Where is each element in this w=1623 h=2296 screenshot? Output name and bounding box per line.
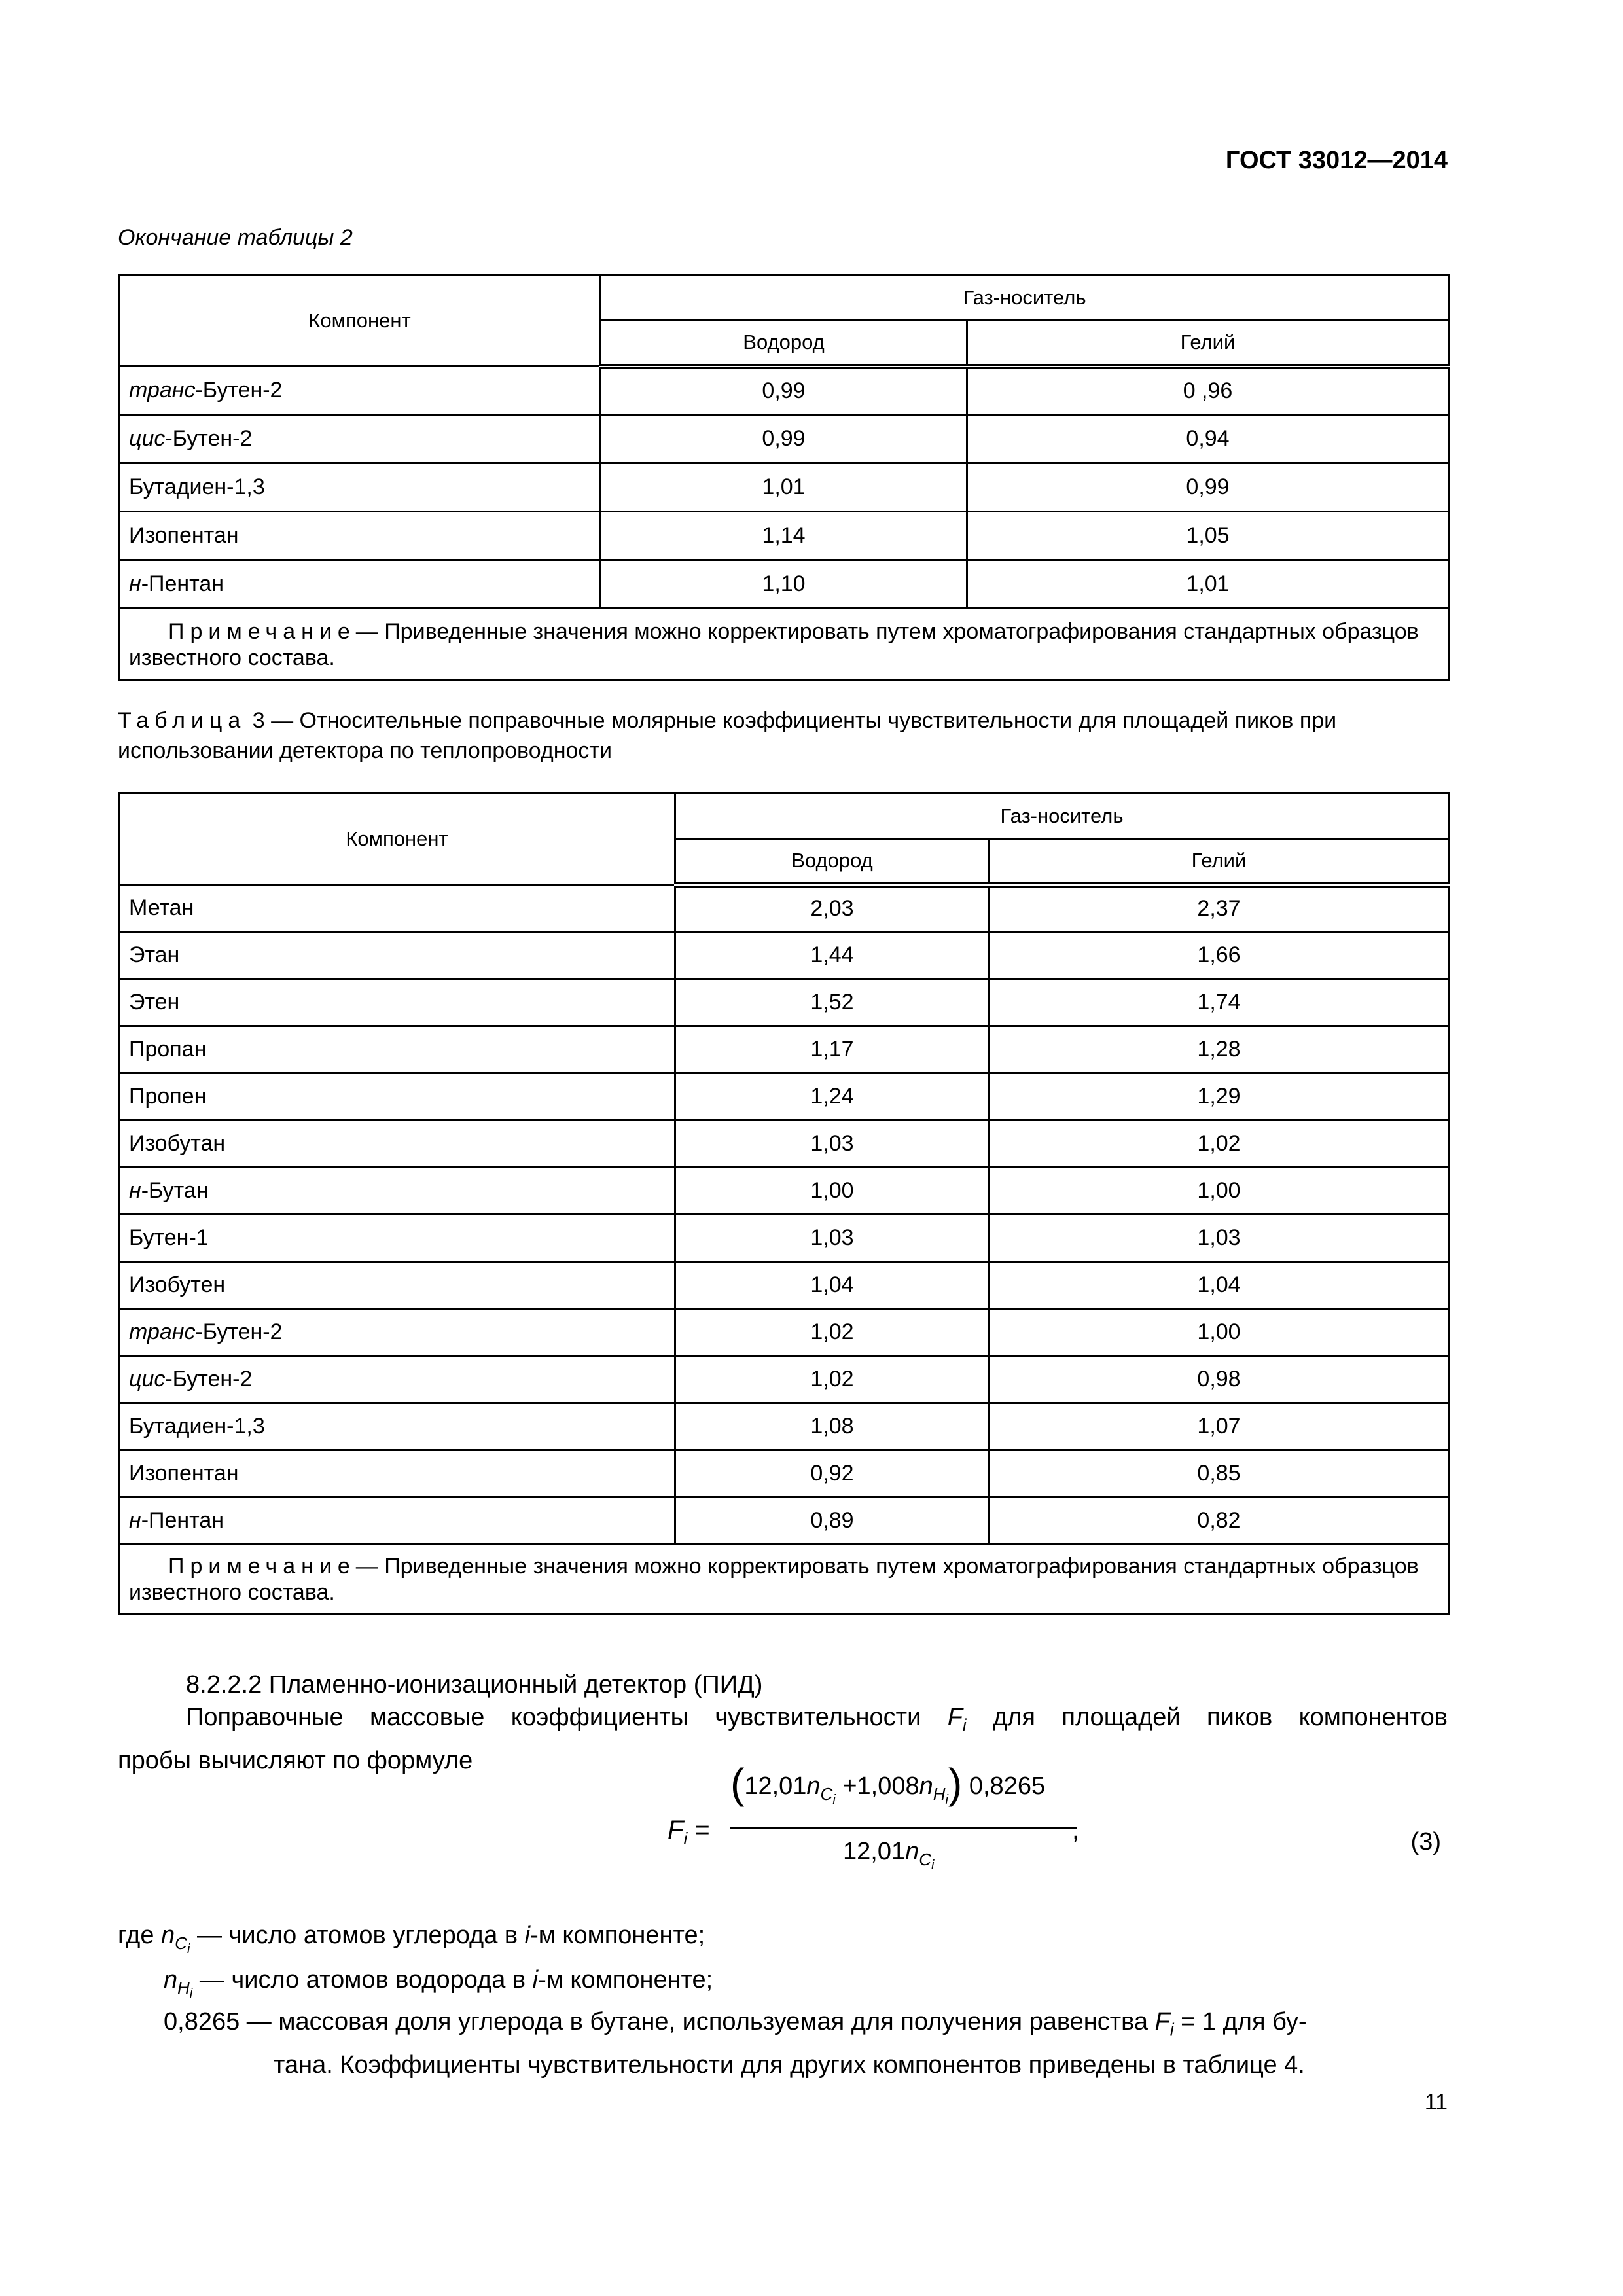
hydrogen-value: 1,00 [675, 1168, 990, 1215]
hydrogen-value: 1,52 [675, 979, 990, 1026]
hydrogen-value: 1,02 [675, 1356, 990, 1403]
table2-note: Примечание— Приведенные значения можно корректировать путем хроматографирования стандартных образцов известного состава. [119, 609, 1449, 681]
table-row [119, 463, 1449, 512]
formula-denominator: $12,01n_{C_i}$ [843, 1838, 935, 1873]
table2-col-hydrogen: Водород [601, 321, 967, 367]
table-row [119, 1121, 1449, 1168]
component-name: Изопентан [119, 512, 601, 560]
table-row [119, 979, 1449, 1026]
hydrogen-value: 0,92 [675, 1450, 990, 1498]
table-3 [118, 792, 1450, 1615]
component-name: Этен [119, 979, 675, 1026]
formula-3 [668, 1760, 1080, 1898]
hydrogen-value: 1,03 [675, 1121, 990, 1168]
table3-col-helium: Гелий [990, 839, 1449, 885]
component-name: н-Бутан [119, 1168, 675, 1215]
helium-value: 1,01 [967, 560, 1449, 609]
hydrogen-value: 1,14 [601, 512, 967, 560]
component-name: Бутадиен-1,3 [119, 1403, 675, 1450]
table-row [119, 1309, 1449, 1356]
helium-value: 1,00 [990, 1309, 1449, 1356]
helium-value: 0,99 [967, 463, 1449, 512]
table-2 [118, 274, 1450, 681]
table-row [119, 1215, 1449, 1262]
helium-value: 0,98 [990, 1356, 1449, 1403]
hydrogen-value: 1,08 [675, 1403, 990, 1450]
hydrogen-value: 1,10 [601, 560, 967, 609]
component-name: Пропен [119, 1073, 675, 1121]
hydrogen-value: 1,17 [675, 1026, 990, 1073]
table3-note-label: Примечание [168, 1553, 356, 1579]
table-row [119, 512, 1449, 560]
helium-value: 1,07 [990, 1403, 1449, 1450]
hydrogen-value: 0,99 [601, 367, 967, 415]
component-name: транс-Бутен-2 [119, 1309, 675, 1356]
component-name: Этан [119, 932, 675, 979]
table2-note-label: Примечание [168, 619, 356, 644]
component-name: Метан [119, 885, 675, 932]
hydrogen-value: 0,99 [601, 415, 967, 463]
fraction-bar [730, 1827, 1077, 1829]
hydrogen-value: 2,03 [675, 885, 990, 932]
helium-value: 1,28 [990, 1026, 1449, 1073]
document-code: ГОСТ 33012—2014 [1225, 147, 1448, 174]
hydrogen-value: 1,01 [601, 463, 967, 512]
table2-col-component: Компонент [119, 275, 601, 367]
table-row [119, 1403, 1449, 1450]
table3-caption: Таблица 3 — Относительные поправочные молярные коэффициенты чувствительности для площадей пиков при использовании детектора по теплопроводности [118, 708, 1337, 763]
equation-number: (3) [1410, 1828, 1441, 1856]
table-row [119, 1026, 1449, 1073]
table3-col-carrier: Газ-носитель [675, 793, 1449, 839]
definition-0-8265: 0,8265 — массовая доля углерода в бутане, используемая для получения равенства $F_i = 1$ для бу- тана. Коэффициенты чувствительности для других компонентов приведены в таблице 4. [164, 2008, 1307, 2079]
helium-value: 1,03 [990, 1215, 1449, 1262]
helium-value: 1,00 [990, 1168, 1449, 1215]
section-heading: 8.2.2.2 Пламенно-ионизационный детектор (ПИД) [186, 1671, 763, 1698]
helium-value: 2,37 [990, 885, 1449, 932]
component-name: Изобутен [119, 1262, 675, 1309]
formula-comma: , [1072, 1816, 1080, 1844]
table-row [119, 415, 1449, 463]
table-row [119, 367, 1449, 415]
helium-value: 1,74 [990, 979, 1449, 1026]
hydrogen-value: 0,89 [675, 1498, 990, 1545]
helium-value: 1,04 [990, 1262, 1449, 1309]
table-row [119, 1073, 1449, 1121]
table-row [119, 560, 1449, 609]
component-name: цис-Бутен-2 [119, 415, 601, 463]
helium-value: 0,85 [990, 1450, 1449, 1498]
helium-value: 1,05 [967, 512, 1449, 560]
table-row [119, 1356, 1449, 1403]
hydrogen-value: 1,04 [675, 1262, 990, 1309]
formula-lhs: $F_i$ = [668, 1816, 710, 1848]
hydrogen-value: 1,44 [675, 932, 990, 979]
helium-value: 1,66 [990, 932, 1449, 979]
table-row [119, 885, 1449, 932]
component-name: транс-Бутен-2 [119, 367, 601, 415]
table-row [119, 1168, 1449, 1215]
formula-numerator: $(12,01n_{C_i} +1,008n_{H_i})$ 0,8265 [730, 1760, 1046, 1807]
component-name: Бутадиен-1,3 [119, 463, 601, 512]
section-paragraph: Поправочные массовые коэффициенты чувствительности $F_i$ для площадей пиков компонентов пробы вычисляют по формуле [118, 1704, 1448, 1774]
component-name: н-Пентан [119, 560, 601, 609]
table-row [119, 1498, 1449, 1545]
component-name: цис-Бутен-2 [119, 1356, 675, 1403]
hydrogen-value: 1,24 [675, 1073, 990, 1121]
helium-value: 1,02 [990, 1121, 1449, 1168]
hydrogen-value: 1,02 [675, 1309, 990, 1356]
table2-col-helium: Гелий [967, 321, 1449, 367]
helium-value: 0 ,96 [967, 367, 1449, 415]
hydrogen-value: 1,03 [675, 1215, 990, 1262]
component-name: Бутен-1 [119, 1215, 675, 1262]
definition-n-h: $n_{H_i}$ — число атомов водорода в i-м компоненте; [164, 1966, 713, 2001]
component-name: н-Пентан [119, 1498, 675, 1545]
table2-col-carrier: Газ-носитель [601, 275, 1449, 321]
definition-n-c: где $n_{C_i}$ — число атомов углерода в i-м компоненте; [118, 1922, 705, 1956]
component-name: Пропан [119, 1026, 675, 1073]
table-row [119, 1450, 1449, 1498]
helium-value: 0,94 [967, 415, 1449, 463]
helium-value: 1,29 [990, 1073, 1449, 1121]
table-row [119, 1262, 1449, 1309]
table3-col-hydrogen: Водород [675, 839, 990, 885]
component-name: Изопентан [119, 1450, 675, 1498]
page-number: 11 [1424, 2090, 1448, 2115]
table3-note: Примечание— Приведенные значения можно корректировать путем хроматографирования стандартных образцов известного состава. [119, 1545, 1449, 1614]
component-name: Изобутан [119, 1121, 675, 1168]
table-row [119, 932, 1449, 979]
helium-value: 0,82 [990, 1498, 1449, 1545]
table3-col-component: Компонент [119, 793, 675, 885]
table2-continuation-caption: Окончание таблицы 2 [118, 225, 353, 250]
